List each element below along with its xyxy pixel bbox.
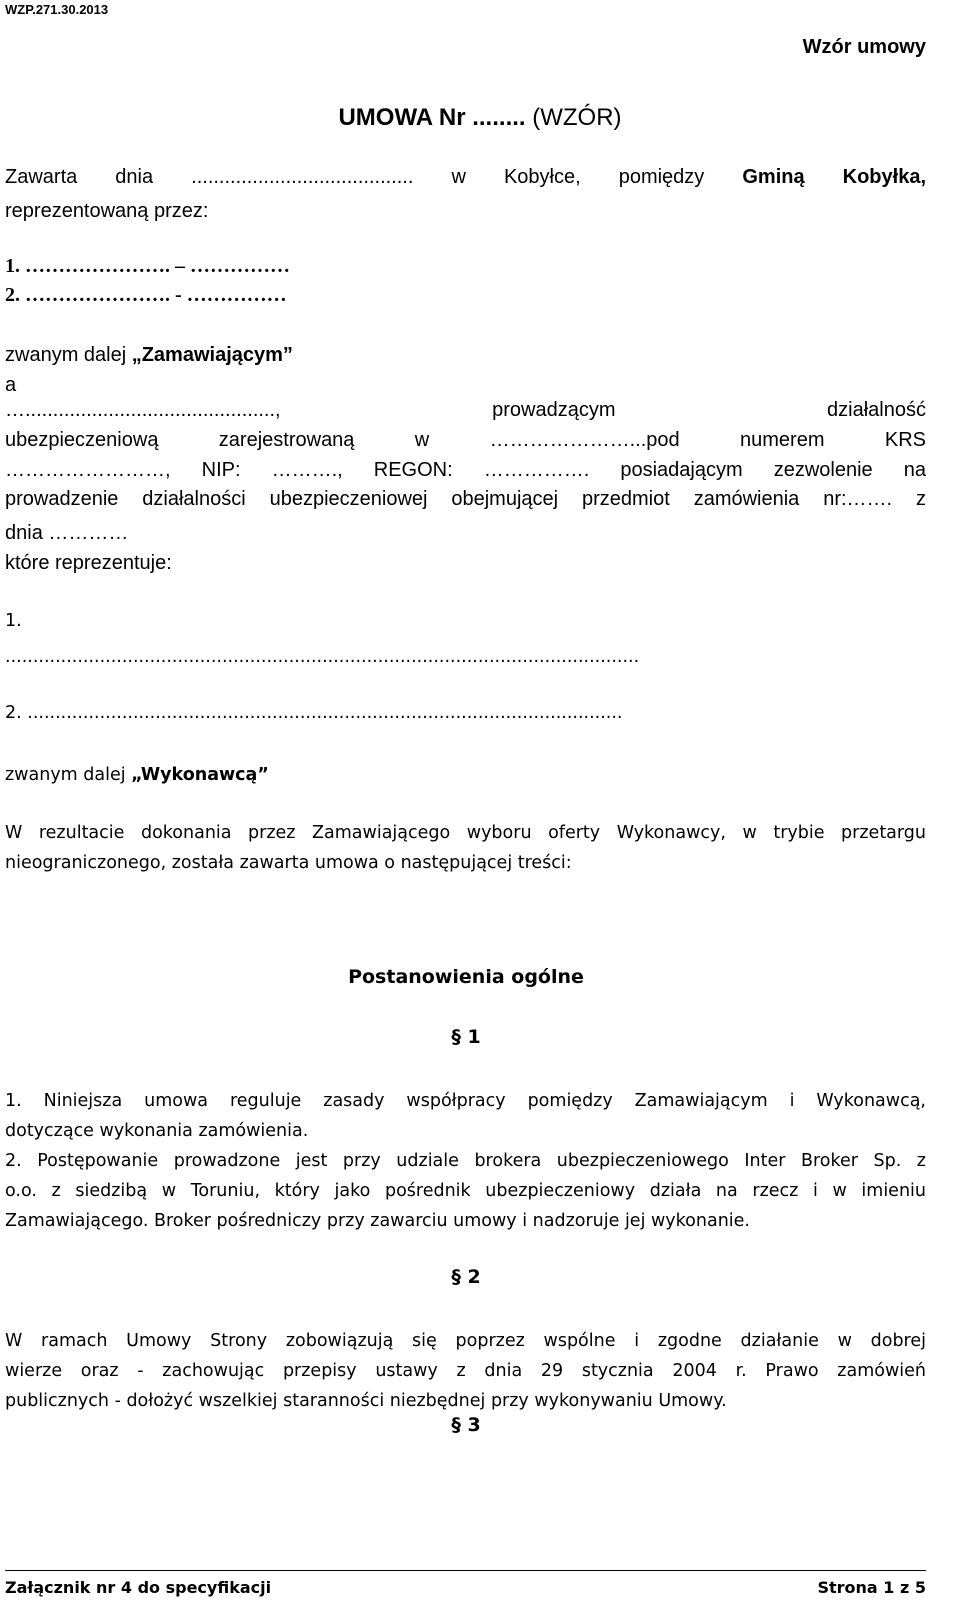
contractor-line-3: ……………………, NIP: ………., REGON: ……………. posiadającym zezwolenie na [5,459,926,481]
document-reference: WZP.271.30.2013 [5,2,109,17]
template-label: Wzór umowy [802,36,926,58]
paragraph-2-heading: § 2 [451,1266,481,1288]
contractor-line-2: ubezpieczeniową zarejestrowaną w …………………...pod numerem KRS [5,429,926,451]
par1-line-4: o.o. z siedzibą w Toruniu, który jako pośrednik ubezpieczeniowy działa na rzecz i w imieniu [5,1181,926,1201]
par2-line-2: wierze oraz - zachowując przepisy ustawy z dnia 29 stycznia 2004 r. Prawo zamówień [5,1361,926,1381]
contract-title [0,104,960,132]
intro-place: w Kobyłce, pomiędzy [451,166,705,188]
contractor-representative-2: 2. ........................................................................................................... [5,703,623,723]
orderer-designation [5,340,926,370]
contract-title-suffix: (WZÓR) [525,104,622,131]
contractor-prefix: zwanym dalej [5,765,132,785]
footer-page-number: Strona 1 z 5 [817,1578,926,1597]
preamble-line-1: W rezultacie dokonania przez Zamawiającego wyboru oferty Wykonawcy, w trybie przetargu [5,823,926,843]
orderer-representative-1: 1. …………………. – …………… [5,255,290,277]
preamble-line-2: nieograniczonego, została zawarta umowa o następującej treści: [5,853,572,873]
contractor-line-6: które reprezentuje: [5,552,172,574]
intro-line-2: reprezentowaną przez: [5,200,209,222]
par1-line-3: 2. Postępowanie prowadzone jest przy udziale brokera ubezpieczeniowego Inter Broker Sp. z [5,1151,926,1171]
orderer-prefix: zwanym dalej [5,344,132,366]
contract-title-bold: UMOWA Nr ........ [338,104,526,131]
par2-line-1: W ramach Umowy Strony zobowiązują się poprzez wspólne i zgodne działanie w dobrej [5,1331,926,1351]
contractor-representative-1-dots: .................................................................................................................. [5,647,640,667]
orderer-alias: „Zamawiającym” [131,344,293,366]
section-general-provisions: Postanowienia ogólne [348,966,584,988]
intro-line-1 [5,166,926,189]
orderer-name: Gminą Kobyłka, [742,166,926,188]
contractor-designation [5,760,926,790]
footer-divider [5,1570,926,1571]
par1-line-5: Zamawiającego. Broker pośredniczy przy zawarciu umowy i nadzoruje jej wykonanie. [5,1211,750,1231]
contractor-line-5: dnia ………… [5,522,129,544]
par2-line-3: publicznych - dołożyć wszelkiej staranności niezbędnej przy wykonywaniu Umowy. [5,1391,727,1411]
contractor-line-1: …............................................., prowadzącym działalność [5,399,926,421]
contractor-alias: „Wykonawcą” [131,765,269,785]
orderer-representative-2: 2. …………………. - …………… [5,284,287,306]
footer-attachment-label: Załącznik nr 4 do specyfikacji [5,1578,272,1597]
conjunction-a: a [5,374,17,396]
par1-line-1: 1. Niniejsza umowa reguluje zasady współpracy pomiędzy Zamawiającym i Wykonawcą, [5,1091,926,1111]
contractor-representative-1-number: 1. [5,611,22,631]
paragraph-1-heading: § 1 [451,1026,481,1048]
par1-line-2: dotyczące wykonania zamówienia. [5,1121,309,1141]
paragraph-3-heading: § 3 [451,1414,481,1436]
contractor-line-4: prowadzenie działalności ubezpieczeniowej obejmującej przedmiot zamówienia nr:……. z [5,488,926,510]
intro-date: Zawarta dnia ........................................ [5,166,414,188]
